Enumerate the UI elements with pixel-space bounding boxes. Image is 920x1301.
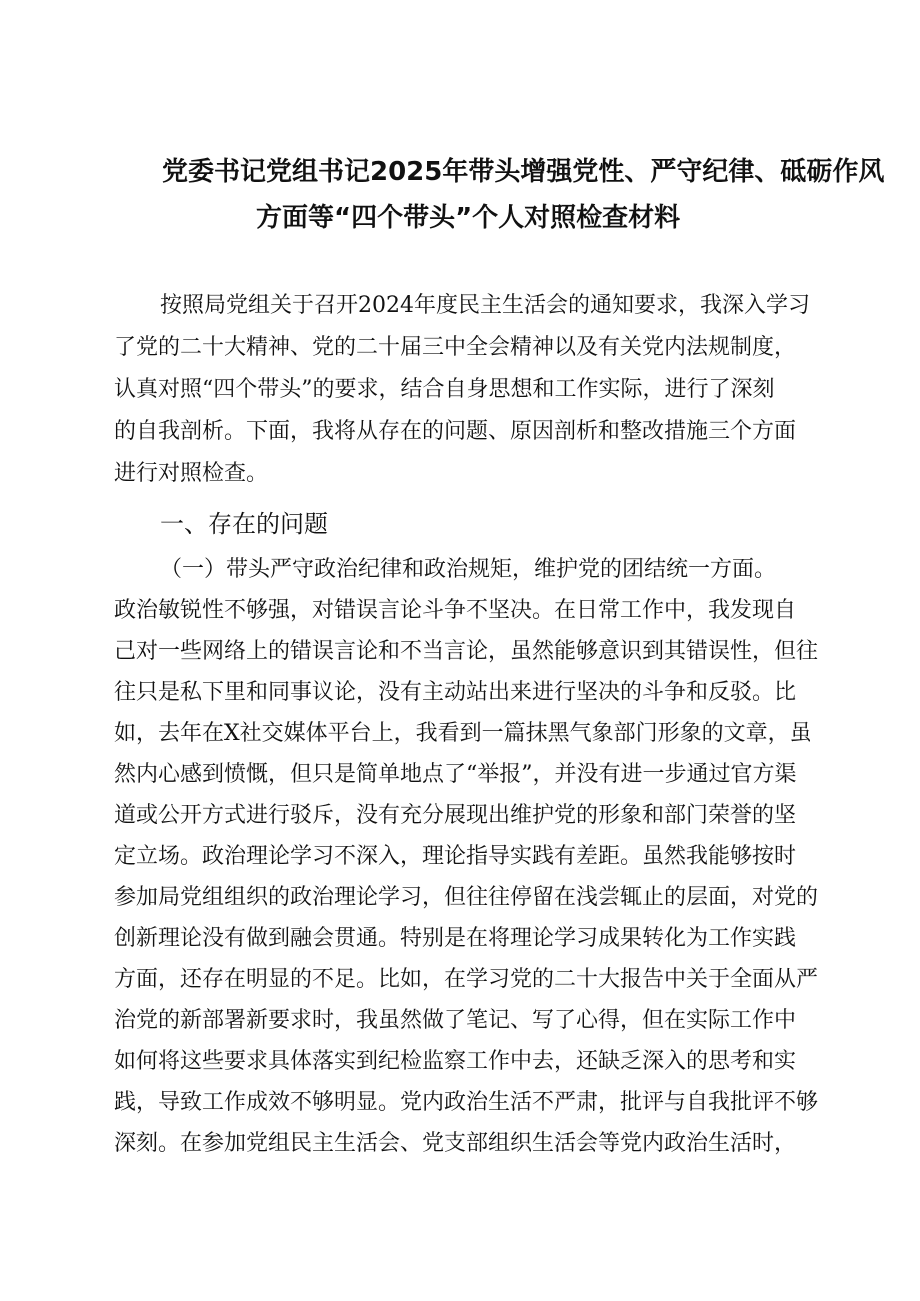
intro-line: 进行对照检查。 bbox=[114, 461, 269, 486]
body-line: 创新理论没有做到融会贯通。特别是在将理论学习成果转化为工作实践 bbox=[114, 926, 797, 951]
intro-line: 的自我剖析。下面，我将从存在的问题、原因剖析和整改措施三个方面 bbox=[114, 419, 797, 444]
intro-line: 了党的二十大精神、党的二十届三中全会精神以及有关党内法规制度， bbox=[114, 335, 797, 360]
section-heading: 一、存在的问题 bbox=[160, 510, 328, 538]
intro-line: 认真对照“四个带头”的要求，结合自身思想和工作实际，进行了深刻 bbox=[114, 377, 775, 402]
body-line: 践，导致工作成效不够明显。党内政治生活不严肃，批评与自我批评不够 bbox=[114, 1090, 819, 1115]
body-line: 如，去年在X社交媒体平台上，我看到一篇抹黑气象部门形象的文章，虽 bbox=[114, 721, 812, 746]
body-line: 治党的新部署新要求时，我虽然做了笔记、写了心得，但在实际工作中 bbox=[114, 1008, 797, 1033]
body-line: 政治敏锐性不够强，对错误言论斗争不坚决。在日常工作中，我发现自 bbox=[114, 598, 797, 623]
document-title-line-2: 方面等“四个带头”个人对照检查材料 bbox=[256, 203, 681, 233]
intro-line: 按照局党组关于召开2024年度民主生活会的通知要求，我深入学习 bbox=[160, 293, 810, 318]
body-line: 然内心感到愤慨，但只是简单地点了“举报”，并没有进一步通过官方渠 bbox=[114, 762, 797, 787]
body-line: 如何将这些要求具体落实到纪检监察工作中去，还缺乏深入的思考和实 bbox=[114, 1049, 797, 1074]
body-line: 己对一些网络上的错误言论和不当言论，虽然能够意识到其错误性，但往 bbox=[114, 639, 819, 664]
body-line: 道或公开方式进行驳斥，没有充分展现出维护党的形象和部门荣誉的坚 bbox=[114, 803, 797, 828]
body-line: 定立场。政治理论学习不深入，理论指导实践有差距。虽然我能够按时 bbox=[114, 844, 797, 869]
document-title-line-1: 党委书记党组书记2025年带头增强党性、严守纪律、砥砺作风 bbox=[162, 157, 885, 187]
body-line: 往只是私下里和同事议论，没有主动站出来进行坚决的斗争和反驳。比 bbox=[114, 680, 797, 705]
body-line: 参加局党组组织的政治理论学习，但往往停留在浅尝辄止的层面，对党的 bbox=[114, 885, 819, 910]
body-line: 方面，还存在明显的不足。比如，在学习党的二十大报告中关于全面从严 bbox=[114, 967, 819, 992]
body-line: （一）带头严守政治纪律和政治规矩，维护党的团结统一方面。 bbox=[160, 557, 777, 582]
body-line: 深刻。在参加党组民主生活会、党支部组织生活会等党内政治生活时， bbox=[114, 1131, 797, 1156]
